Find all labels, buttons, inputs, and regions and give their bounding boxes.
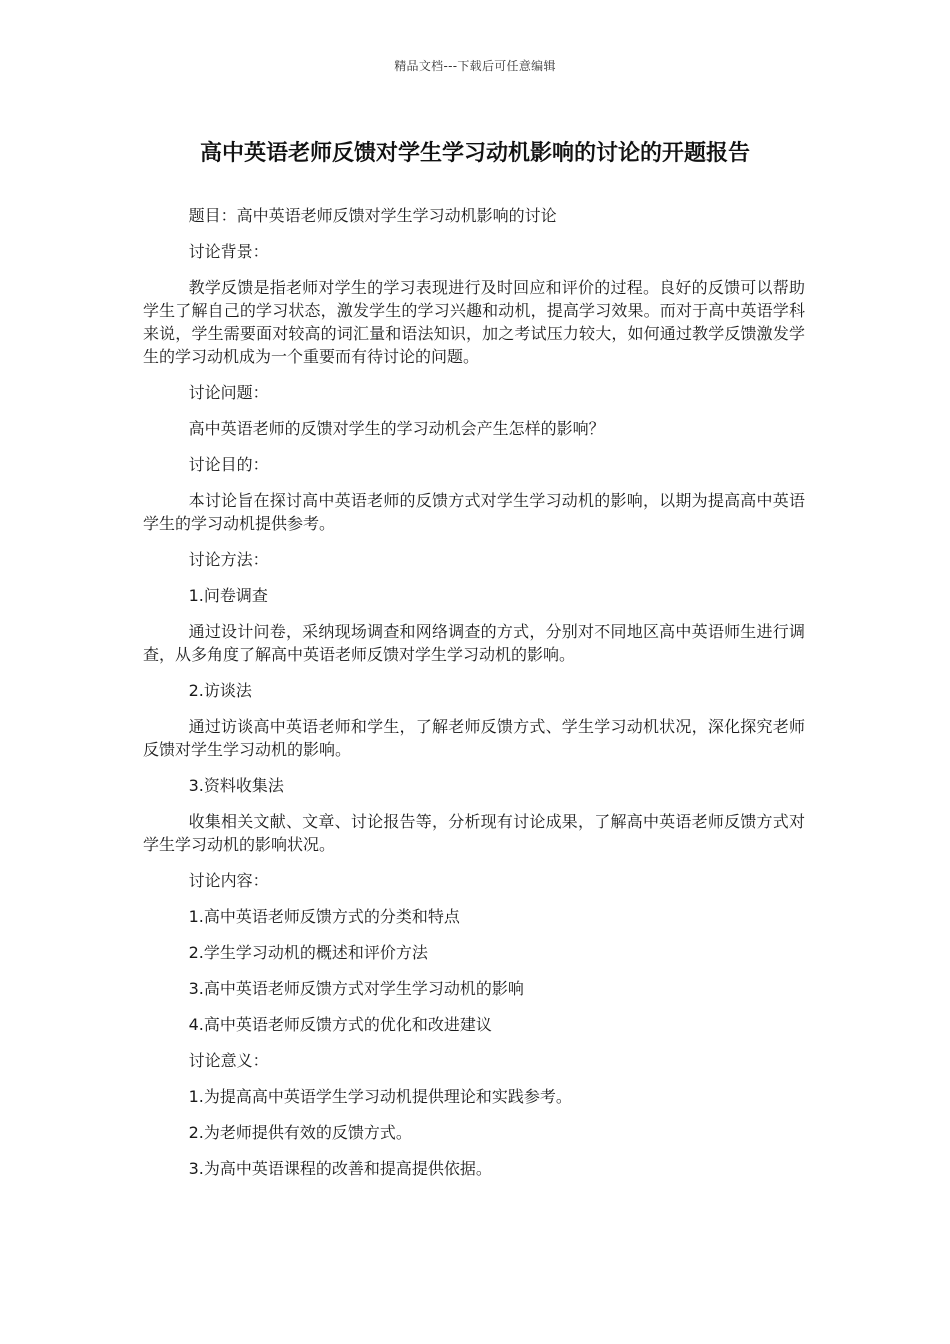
method-description-literature: 收集相关文献、文章、讨论报告等，分析现有讨论成果，了解高中英语老师反馈方式对学生学习动机的影响状况。	[143, 812, 805, 854]
significance-item: 2.为老师提供有效的反馈方式。	[188, 1123, 412, 1142]
method-item-interview: 2.访谈法	[188, 681, 252, 700]
method-item-questionnaire: 1.问卷调查	[188, 586, 268, 605]
section-heading-content: 讨论内容：	[188, 871, 269, 890]
header-note: 精品文档---下载后可任意编辑	[394, 59, 556, 73]
method-item-literature: 3.资料收集法	[188, 776, 284, 795]
section-heading-methods: 讨论方法：	[188, 550, 269, 569]
content-item: 3.高中英语老师反馈方式对学生学习动机的影响	[188, 979, 524, 998]
document-body	[143, 204, 805, 1193]
significance-item: 3.为高中英语课程的改善和提高提供依据。	[188, 1159, 492, 1178]
document-title: 高中英语老师反馈对学生学习动机影响的讨论的开题报告	[199, 141, 750, 166]
section-heading-question: 讨论问题：	[188, 383, 269, 402]
question-paragraph: 高中英语老师的反馈对学生的学习动机会产生怎样的影响？	[188, 419, 605, 438]
purpose-paragraph: 本讨论旨在探讨高中英语老师的反馈方式对学生学习动机的影响，以期为提高高中英语学生的学习动机提供参考。	[143, 491, 805, 533]
significance-item: 1.为提高高中英语学生学习动机提供理论和实践参考。	[188, 1087, 572, 1106]
section-heading-purpose: 讨论目的：	[188, 455, 269, 474]
method-description-questionnaire: 通过设计问卷，采纳现场调查和网络调查的方式，分别对不同地区高中英语师生进行调查，从多角度了解高中英语老师反馈对学生学习动机的影响。	[143, 622, 805, 664]
section-heading-significance: 讨论意义：	[188, 1051, 269, 1070]
content-item: 4.高中英语老师反馈方式的优化和改进建议	[188, 1015, 492, 1034]
section-heading-background: 讨论背景：	[188, 242, 269, 261]
content-item: 2.学生学习动机的概述和评价方法	[188, 943, 428, 962]
background-paragraph: 教学反馈是指老师对学生的学习表现进行及时回应和评价的过程。良好的反馈可以帮助学生了解自己的学习状态，激发学生的学习兴趣和动机，提高学习效果。而对于高中英语学科来说，学生需要面对较高的词汇量和语法知识，加之考试压力较大，如何通过教学反馈激发学生的学习动机成为一个重要而有待讨论的问题。	[143, 278, 805, 366]
content-item: 1.高中英语老师反馈方式的分类和特点	[188, 907, 460, 926]
method-description-interview: 通过访谈高中英语老师和学生，了解老师反馈方式、学生学习动机状况，深化探究老师反馈对学生学习动机的影响。	[143, 717, 805, 759]
topic-line: 题目：高中英语老师反馈对学生学习动机影响的讨论	[188, 206, 557, 225]
